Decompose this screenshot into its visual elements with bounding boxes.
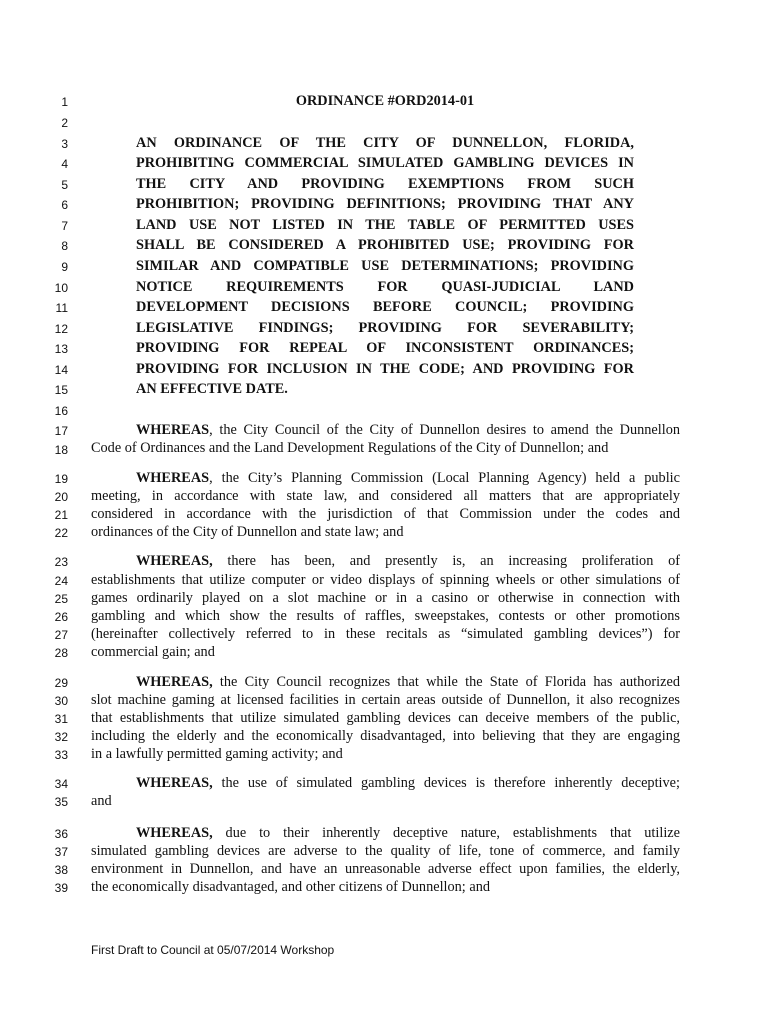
title-line: THE CITY AND PROVIDING EXEMPTIONS FROM SUCH: [136, 176, 634, 192]
line-number: 27: [54, 628, 68, 642]
paragraph-first-line: [136, 825, 680, 842]
line-number: 30: [54, 694, 68, 708]
title-line: PROHIBITION; PROVIDING DEFINITIONS; PROVIDING THAT ANY: [136, 196, 634, 212]
line-number: 1: [61, 95, 68, 109]
paragraph-line: and: [91, 793, 112, 809]
paragraph-text: there has been, and presently is, an increasing proliferation of: [212, 553, 680, 569]
line-number: 35: [54, 795, 68, 809]
line-number: 24: [54, 574, 68, 588]
title-line: DEVELOPMENT DECISIONS BEFORE COUNCIL; PROVIDING: [136, 299, 634, 315]
paragraph-text: the City Council recognizes that while the State of Florida has authorized: [212, 674, 680, 690]
paragraph-text: , the City’s Planning Commission (Local Planning Agency) held a public: [209, 470, 680, 486]
paragraph-text: the use of simulated gambling devices is therefore inherently deceptive;: [212, 775, 680, 791]
paragraph-first-line: [136, 775, 680, 792]
title-line: PROHIBITING COMMERCIAL SIMULATED GAMBLING DEVICES IN: [136, 155, 634, 171]
whereas-keyword: WHEREAS,: [136, 553, 213, 569]
paragraph-line: simulated gambling devices are adverse to the quality of life, tone of commerce, and family: [91, 843, 680, 859]
paragraph-line: considered in accordance with the jurisdiction of that Commission under the codes and: [91, 506, 680, 522]
paragraph-line: in a lawfully permitted gaming activity; and: [91, 746, 343, 762]
title-line: NOTICE REQUIREMENTS FOR QUASI-JUDICIAL LAND: [136, 279, 634, 295]
paragraph-line: that establishments that utilize simulated gambling devices can deceive members of the public,: [91, 710, 680, 726]
line-number: 26: [54, 610, 68, 624]
line-number: 15: [54, 383, 68, 397]
paragraph-line: (hereinafter collectively referred to in these recitals as “simulated gambling devices”) for: [91, 626, 680, 642]
line-number: 8: [61, 239, 68, 253]
line-number: 5: [61, 178, 68, 192]
line-number: 19: [54, 472, 68, 486]
paragraph-first-line: [136, 422, 680, 439]
line-number: 13: [54, 342, 68, 356]
title-line: AN ORDINANCE OF THE CITY OF DUNNELLON, FLORIDA,: [136, 135, 634, 151]
line-number: 33: [54, 748, 68, 762]
title-line: SHALL BE CONSIDERED A PROHIBITED USE; PROVIDING FOR: [136, 237, 634, 253]
title-line: LEGISLATIVE FINDINGS; PROVIDING FOR SEVERABILITY;: [136, 320, 634, 336]
paragraph-text: , the City Council of the City of Dunnellon desires to amend the Dunnellon: [209, 422, 680, 438]
line-number: 16: [54, 404, 68, 418]
line-number: 14: [54, 363, 68, 377]
page-footer: First Draft to Council at 05/07/2014 Workshop: [91, 943, 335, 957]
ordinance-heading: ORDINANCE #ORD2014-01: [295, 93, 475, 109]
paragraph-first-line: [136, 674, 680, 691]
line-number: 11: [55, 301, 68, 315]
line-number: 29: [54, 676, 68, 690]
line-number: 28: [54, 646, 68, 660]
line-number: 38: [54, 863, 68, 877]
line-number: 4: [61, 157, 68, 171]
paragraph-text: due to their inherently deceptive nature, establishments that utilize: [212, 825, 680, 841]
line-number: 12: [54, 322, 68, 336]
paragraph-line: establishments that utilize computer or video displays of spinning wheels or other simulations of: [91, 572, 680, 588]
line-number: 6: [61, 198, 68, 212]
paragraph-line: meeting, in accordance with state law, and considered all matters that are appropriately: [91, 488, 680, 504]
whereas-keyword: WHEREAS: [136, 470, 210, 486]
line-number: 39: [54, 881, 68, 895]
line-number: 25: [54, 592, 68, 606]
line-number: 17: [54, 424, 68, 438]
paragraph-line: environment in Dunnellon, and have an unreasonable adverse effect upon families, the elderly,: [91, 861, 680, 877]
paragraph-line: including the elderly and the economically disadvantaged, into believing that they are engaging: [91, 728, 680, 744]
line-number: 23: [54, 555, 68, 569]
title-line: PROVIDING FOR INCLUSION IN THE CODE; AND PROVIDING FOR: [136, 361, 634, 377]
whereas-keyword: WHEREAS,: [136, 825, 213, 841]
paragraph-first-line: [136, 553, 680, 570]
whereas-keyword: WHEREAS: [136, 422, 210, 438]
paragraph-line: games ordinarily played on a slot machine or in a casino or otherwise in connection with: [91, 590, 680, 606]
line-number: 18: [54, 443, 68, 457]
line-number: 7: [61, 219, 68, 233]
line-number: 34: [54, 777, 68, 791]
paragraph-line: Code of Ordinances and the Land Development Regulations of the City of Dunnellon; and: [91, 440, 609, 456]
paragraph-line: slot machine gaming at licensed facilities in certain areas outside of Dunnellon, it also recognizes: [91, 692, 680, 708]
paragraph-line: ordinances of the City of Dunnellon and state law; and: [91, 524, 404, 540]
paragraph-line: the economically disadvantaged, and other citizens of Dunnellon; and: [91, 879, 490, 895]
line-number: 32: [54, 730, 68, 744]
whereas-keyword: WHEREAS,: [136, 674, 213, 690]
line-number: 3: [61, 137, 68, 151]
title-line: SIMILAR AND COMPATIBLE USE DETERMINATIONS; PROVIDING: [136, 258, 634, 274]
title-line: LAND USE NOT LISTED IN THE TABLE OF PERMITTED USES: [136, 217, 634, 233]
line-number: 36: [54, 827, 68, 841]
paragraph-first-line: [136, 470, 680, 487]
paragraph-line: commercial gain; and: [91, 644, 215, 660]
title-line: PROVIDING FOR REPEAL OF INCONSISTENT ORDINANCES;: [136, 340, 634, 356]
title-line: AN EFFECTIVE DATE.: [136, 381, 288, 397]
line-number: 21: [54, 508, 68, 522]
line-number: 20: [54, 490, 68, 504]
line-number: 31: [54, 712, 68, 726]
line-number: 2: [61, 116, 68, 130]
line-number: 37: [54, 845, 68, 859]
line-number: 10: [54, 281, 68, 295]
whereas-keyword: WHEREAS,: [136, 775, 213, 791]
line-number: 22: [54, 526, 68, 540]
paragraph-line: gambling and which show the results of raffles, sweepstakes, contests or other promotions: [91, 608, 680, 624]
line-number: 9: [61, 260, 68, 274]
